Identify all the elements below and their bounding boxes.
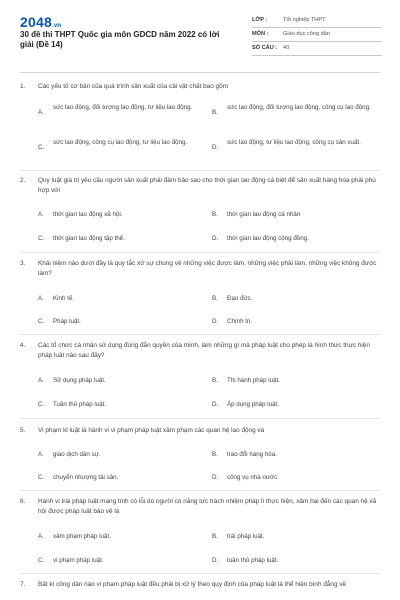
option-letter: D. bbox=[212, 474, 219, 481]
question-divider bbox=[20, 573, 380, 574]
meta-table bbox=[252, 14, 382, 56]
question-divider bbox=[20, 252, 380, 253]
option-letter: A. bbox=[38, 451, 44, 458]
question-text: Bất kì công dân nào vi phạm pháp luật đều phải bị xử lý theo quy định của pháp luật là thể hiện bình đẳng về bbox=[38, 581, 347, 588]
option-letter: C. bbox=[38, 144, 45, 151]
option-text: Sử dụng pháp luật. bbox=[53, 377, 106, 384]
meta-row-subject bbox=[252, 28, 382, 42]
option-text: sức lao động, công cụ lao động, tư liệu lao động. bbox=[53, 139, 188, 146]
question-text: Vi phạm kỉ luật là hành vi vi phạm pháp luật xâm phạm các quan hệ lao động và bbox=[38, 427, 265, 434]
question-number: 7. bbox=[20, 581, 26, 588]
option-letter: A. bbox=[38, 109, 44, 116]
option-letter: D. bbox=[212, 401, 219, 408]
option-letter: B. bbox=[212, 451, 218, 458]
logo-suffix: .vn bbox=[51, 23, 62, 29]
option-text: Đạo đức. bbox=[227, 295, 253, 302]
meta-value: Giáo dục công dân bbox=[283, 31, 330, 37]
option-text: Thi hành pháp luật. bbox=[227, 377, 280, 384]
question-number: 4. bbox=[20, 342, 26, 349]
option-text: Tuân thủ pháp luật. bbox=[53, 401, 107, 408]
option-text: trái pháp luật. bbox=[227, 533, 265, 540]
option-text: vi phạm pháp luật. bbox=[53, 557, 104, 564]
option-letter: B. bbox=[212, 295, 218, 302]
question-text: Khái niệm nào dưới đây là quy tắc xử sự chung về những việc được làm, những việc phải làm, những việc không được làm? bbox=[38, 260, 377, 277]
question-divider bbox=[20, 418, 380, 419]
header-divider bbox=[20, 72, 380, 73]
option-letter: B. bbox=[212, 211, 218, 218]
option-text: tuân thủ pháp luật. bbox=[227, 557, 279, 564]
option-text: Chính trị. bbox=[227, 318, 253, 325]
option-letter: D. bbox=[212, 235, 219, 242]
option-letter: B. bbox=[212, 533, 218, 540]
meta-key: SỐ CÂU : bbox=[252, 45, 278, 51]
option-text: thời gian lao động xã hội. bbox=[53, 211, 123, 218]
option-text: thời gian lao động cộng đồng. bbox=[227, 235, 309, 242]
option-letter: D. bbox=[212, 318, 219, 325]
question-number: 5. bbox=[20, 427, 26, 434]
option-letter: A. bbox=[38, 533, 44, 540]
option-text: Pháp luật. bbox=[53, 318, 81, 325]
option-letter: C. bbox=[38, 235, 45, 242]
option-letter: B. bbox=[212, 377, 218, 384]
option-letter: C. bbox=[38, 474, 45, 481]
option-text: chuyển nhượng tài sản. bbox=[53, 474, 119, 481]
option-text: sức lao động, tư liệu lao động, công cụ sản xuất. bbox=[227, 139, 361, 146]
option-letter: A. bbox=[38, 295, 44, 302]
meta-value: 40 bbox=[283, 45, 290, 51]
meta-value: Tốt nghiệp THPT bbox=[283, 17, 326, 23]
page-header bbox=[0, 0, 400, 76]
question-text: Quy luật giá trị yêu cầu người sản xuất phải đảm bảo sao cho thời gian lao động cá biệt để sản xuất hàng hóa phải phù hợp với bbox=[38, 177, 376, 194]
option-text: trao đổi hàng hóa. bbox=[227, 451, 277, 458]
option-text: sức lao động, đối tượng lao động, công cụ lao động. bbox=[227, 104, 371, 111]
site-logo[interactable] bbox=[20, 14, 61, 30]
option-letter: A. bbox=[38, 211, 44, 218]
logo-text: 2048 bbox=[20, 14, 52, 30]
meta-key: MÔN : bbox=[252, 31, 269, 37]
option-text: Áp dụng pháp luật. bbox=[227, 401, 279, 408]
option-letter: D. bbox=[212, 144, 219, 151]
option-text: thời gian lao động tập thể. bbox=[53, 235, 125, 242]
question-number: 6. bbox=[20, 498, 26, 505]
question-divider bbox=[20, 490, 380, 491]
question-divider bbox=[20, 334, 380, 335]
option-letter: C. bbox=[38, 318, 45, 325]
question-number: 2. bbox=[20, 177, 26, 184]
option-text: công vụ nhà nước. bbox=[227, 474, 279, 481]
option-text: giao dịch dân sự. bbox=[53, 451, 101, 458]
document-title: 30 đề thi THPT Quốc gia môn GDCD năm 2022 có lời giải (Đề 14) bbox=[20, 30, 220, 49]
question-text: Các yếu tố cơ bản của quá trình sản xuất của cải vật chất bao gồm bbox=[38, 83, 228, 90]
option-text: thời gian lao động cá nhân bbox=[227, 211, 301, 218]
meta-row-class bbox=[252, 14, 382, 28]
option-letter: D. bbox=[212, 557, 219, 564]
option-text: Kinh tế. bbox=[53, 295, 74, 302]
option-letter: B. bbox=[212, 109, 218, 116]
meta-row-count bbox=[252, 42, 382, 56]
question-number: 3. bbox=[20, 260, 26, 267]
option-letter: C. bbox=[38, 557, 45, 564]
option-text: xâm phạm pháp luật. bbox=[53, 533, 111, 540]
question-text: Hành vi trái pháp luật mang tính có lỗi do người có năng lực trách nhiệm pháp lí thực hiện, xâm hại đến các quan hệ xã hội được pháp luật bảo vệ là bbox=[38, 498, 377, 515]
question-text: Các tổ chức cá nhân sử dụng đúng đắn quyền của mình, làm những gì mà pháp luật cho phép là hình thức thực hiện pháp luật nào sau đây? bbox=[38, 342, 370, 359]
option-letter: A. bbox=[38, 377, 44, 384]
meta-key: LỚP : bbox=[252, 17, 268, 23]
question-number: 1. bbox=[20, 83, 26, 90]
option-text: sức lao động, đối tượng lao động, tư liệu lao động. bbox=[53, 104, 193, 111]
question-divider bbox=[20, 170, 380, 171]
option-letter: C. bbox=[38, 401, 45, 408]
